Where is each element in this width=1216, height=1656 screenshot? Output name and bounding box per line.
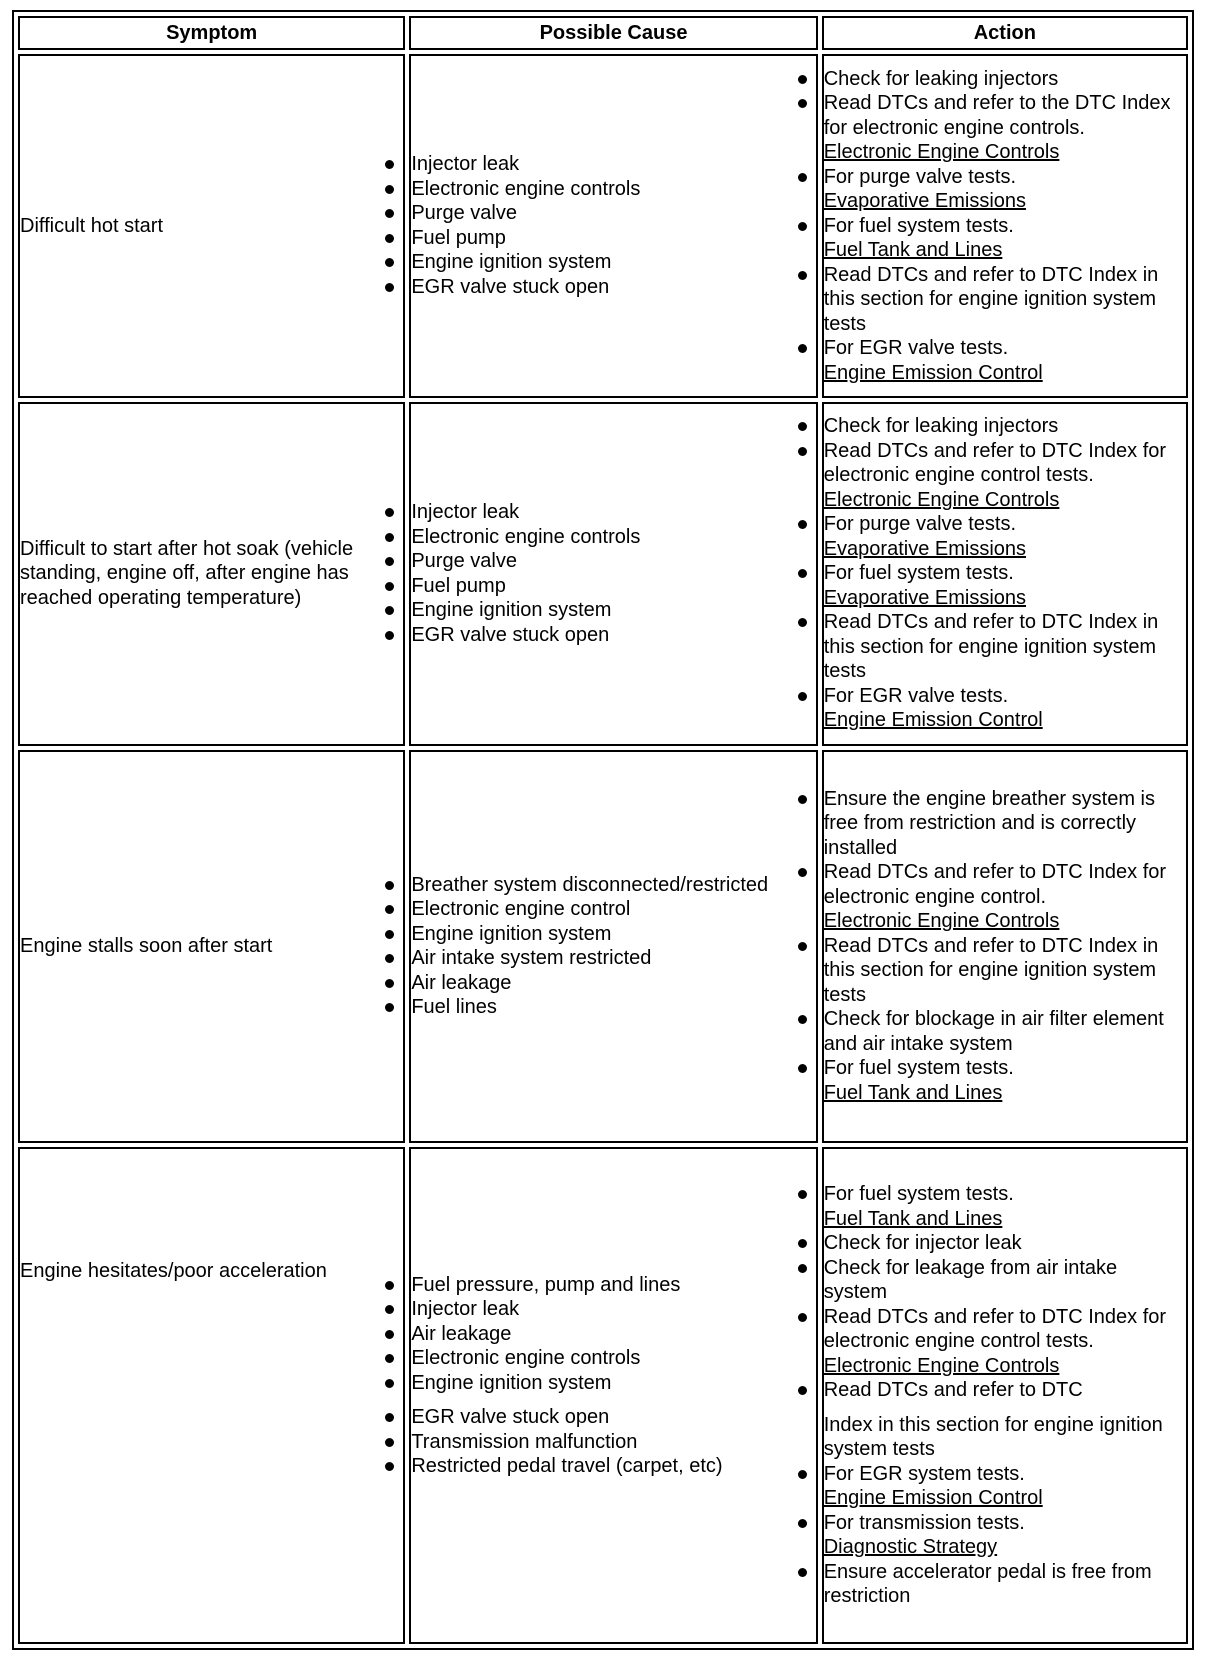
action-item (824, 214, 1186, 263)
symptom-cell (18, 1147, 405, 1644)
symptom-text: Engine hesitates/poor acceleration (20, 1259, 327, 1282)
action-text: For EGR system tests. (823, 1462, 1025, 1485)
cause-item: Fuel pump (411, 226, 815, 251)
action-item (824, 414, 1186, 439)
link-diagnostic-strategy[interactable]: Diagnostic Strategy (823, 1536, 998, 1559)
action-cell (822, 1147, 1188, 1644)
header-symptom: Symptom (18, 16, 405, 50)
action-item (824, 439, 1186, 513)
action-text: Check for injector leak (823, 1232, 1022, 1255)
action-item (824, 1182, 1186, 1231)
action-item (824, 1231, 1186, 1256)
cause-item: Electronic engine control (411, 897, 815, 922)
action-list (824, 67, 1186, 386)
action-item (824, 561, 1186, 610)
cause-list (411, 873, 815, 1020)
table-row (18, 54, 1188, 398)
link-electronic-engine-controls[interactable]: Electronic Engine Controls (823, 141, 1060, 164)
cause-item: Electronic engine controls (411, 177, 815, 202)
cause-item: Electronic engine controls (411, 525, 815, 550)
cause-item: Engine ignition system (411, 1371, 815, 1396)
cause-item: Fuel pressure, pump and lines (411, 1273, 815, 1298)
link-engine-emission-control[interactable]: Engine Emission Control (823, 361, 1043, 384)
cause-item: Injector leak (411, 500, 815, 525)
action-text: Read DTCs and refer to DTC Index in this section for engine ignition system tests (823, 263, 1159, 335)
link-fuel-tank-and-lines[interactable]: Fuel Tank and Lines (823, 239, 1003, 262)
cause-item: EGR valve stuck open (411, 1405, 815, 1430)
action-item (824, 67, 1186, 92)
action-cell (822, 54, 1188, 398)
action-cell (822, 750, 1188, 1143)
action-item (824, 336, 1186, 385)
cause-cell (409, 1147, 817, 1644)
symptom-cell: Engine stalls soon after start (18, 750, 405, 1143)
action-item (824, 1560, 1186, 1609)
cause-item: Fuel lines (411, 995, 815, 1020)
cause-item: Purge valve (411, 201, 815, 226)
link-evaporative-emissions[interactable]: Evaporative Emissions (823, 537, 1027, 560)
cause-item: Injector leak (411, 152, 815, 177)
cause-item: Engine ignition system (411, 598, 815, 623)
link-engine-emission-control[interactable]: Engine Emission Control (823, 1487, 1043, 1510)
action-item (824, 1256, 1186, 1305)
action-text: For transmission tests. (823, 1511, 1025, 1534)
link-engine-emission-control[interactable]: Engine Emission Control (823, 709, 1043, 732)
cause-item: Injector leak (411, 1297, 815, 1322)
link-evaporative-emissions[interactable]: Evaporative Emissions (823, 586, 1027, 609)
cause-cell (409, 54, 817, 398)
action-item (824, 860, 1186, 934)
action-text: Read DTCs and refer to DTC (823, 1379, 1083, 1402)
action-item (824, 934, 1186, 1008)
action-text: Check for leaking injectors (823, 67, 1059, 90)
cause-item: Air intake system restricted (411, 946, 815, 971)
table-row (18, 750, 1188, 1143)
cause-item: Engine ignition system (411, 922, 815, 947)
cause-item: Air leakage (411, 1322, 815, 1347)
action-text-continued: Index in this section for engine ignition system tests (823, 1413, 1163, 1461)
action-text: Ensure accelerator pedal is free from restriction (823, 1560, 1152, 1608)
action-text: Read DTCs and refer to the DTC Index for electronic engine controls. (823, 92, 1171, 139)
action-text: For purge valve tests. (823, 513, 1017, 536)
action-text: For EGR valve tests. (823, 337, 1009, 360)
action-list (824, 787, 1186, 1106)
cause-item: Engine ignition system (411, 250, 815, 275)
cause-list (411, 152, 815, 299)
cause-item: Air leakage (411, 971, 815, 996)
action-text: For fuel system tests. (823, 1183, 1014, 1206)
action-cell (822, 402, 1188, 746)
action-item (824, 684, 1186, 733)
action-text: Ensure the engine breather system is free from restriction and is correctly installed (823, 787, 1155, 859)
link-evaporative-emissions[interactable]: Evaporative Emissions (823, 190, 1027, 213)
cause-item: EGR valve stuck open (411, 275, 815, 300)
action-item (824, 1378, 1186, 1462)
cause-list (411, 1273, 815, 1479)
cause-item: Fuel pump (411, 574, 815, 599)
cause-item: EGR valve stuck open (411, 623, 815, 648)
action-text: For fuel system tests. (823, 562, 1014, 585)
cause-item: Purge valve (411, 549, 815, 574)
link-electronic-engine-controls[interactable]: Electronic Engine Controls (823, 910, 1060, 933)
action-text: Read DTCs and refer to DTC Index in this section for engine ignition system tests (823, 934, 1159, 1006)
cause-item: Transmission malfunction (411, 1430, 815, 1455)
cause-item: Electronic engine controls (411, 1346, 815, 1371)
action-list (824, 1182, 1186, 1609)
action-text: For fuel system tests. (823, 214, 1014, 237)
link-electronic-engine-controls[interactable]: Electronic Engine Controls (823, 488, 1060, 511)
action-item (824, 512, 1186, 561)
action-item (824, 1056, 1186, 1105)
action-text: Check for leakage from air intake system (823, 1256, 1118, 1304)
header-row (18, 16, 1188, 50)
header-possible-cause: Possible Cause (409, 16, 817, 50)
action-item (824, 91, 1186, 165)
cause-cell (409, 750, 817, 1143)
header-action: Action (822, 16, 1188, 50)
cause-list (411, 500, 815, 647)
action-item (824, 165, 1186, 214)
action-text: For purge valve tests. (823, 165, 1017, 188)
action-item (824, 1462, 1186, 1511)
action-text: Read DTCs and refer to DTC Index for electronic engine control tests. (823, 1305, 1167, 1353)
symptom-cell: Difficult hot start (18, 54, 405, 398)
link-electronic-engine-controls[interactable]: Electronic Engine Controls (823, 1354, 1060, 1377)
action-text: Check for blockage in air filter element and air intake system (823, 1008, 1164, 1055)
action-item (824, 610, 1186, 684)
cause-cell (409, 402, 817, 746)
action-item (824, 1007, 1186, 1056)
diagnostic-table (12, 10, 1194, 1650)
table-row (18, 1147, 1188, 1644)
action-text: Check for leaking injectors (823, 415, 1059, 438)
action-item (824, 787, 1186, 861)
action-item (824, 1511, 1186, 1560)
action-text: Read DTCs and refer to DTC Index for electronic engine control. (823, 861, 1167, 908)
cause-item: Breather system disconnected/restricted (411, 873, 815, 898)
action-text: Read DTCs and refer to DTC Index in this section for engine ignition system tests (823, 611, 1159, 683)
action-item (824, 1305, 1186, 1379)
action-text: Read DTCs and refer to DTC Index for electronic engine control tests. (823, 439, 1167, 487)
symptom-cell: Difficult to start after hot soak (vehicle standing, engine off, after engine has reached operating temperature) (18, 402, 405, 746)
action-list (824, 414, 1186, 733)
action-text: For EGR valve tests. (823, 684, 1009, 707)
table-row (18, 402, 1188, 746)
cause-item: Restricted pedal travel (carpet, etc) (411, 1454, 815, 1479)
link-fuel-tank-and-lines[interactable]: Fuel Tank and Lines (823, 1081, 1003, 1104)
link-fuel-tank-and-lines[interactable]: Fuel Tank and Lines (823, 1207, 1003, 1230)
action-item (824, 263, 1186, 337)
action-text: For fuel system tests. (823, 1057, 1014, 1080)
